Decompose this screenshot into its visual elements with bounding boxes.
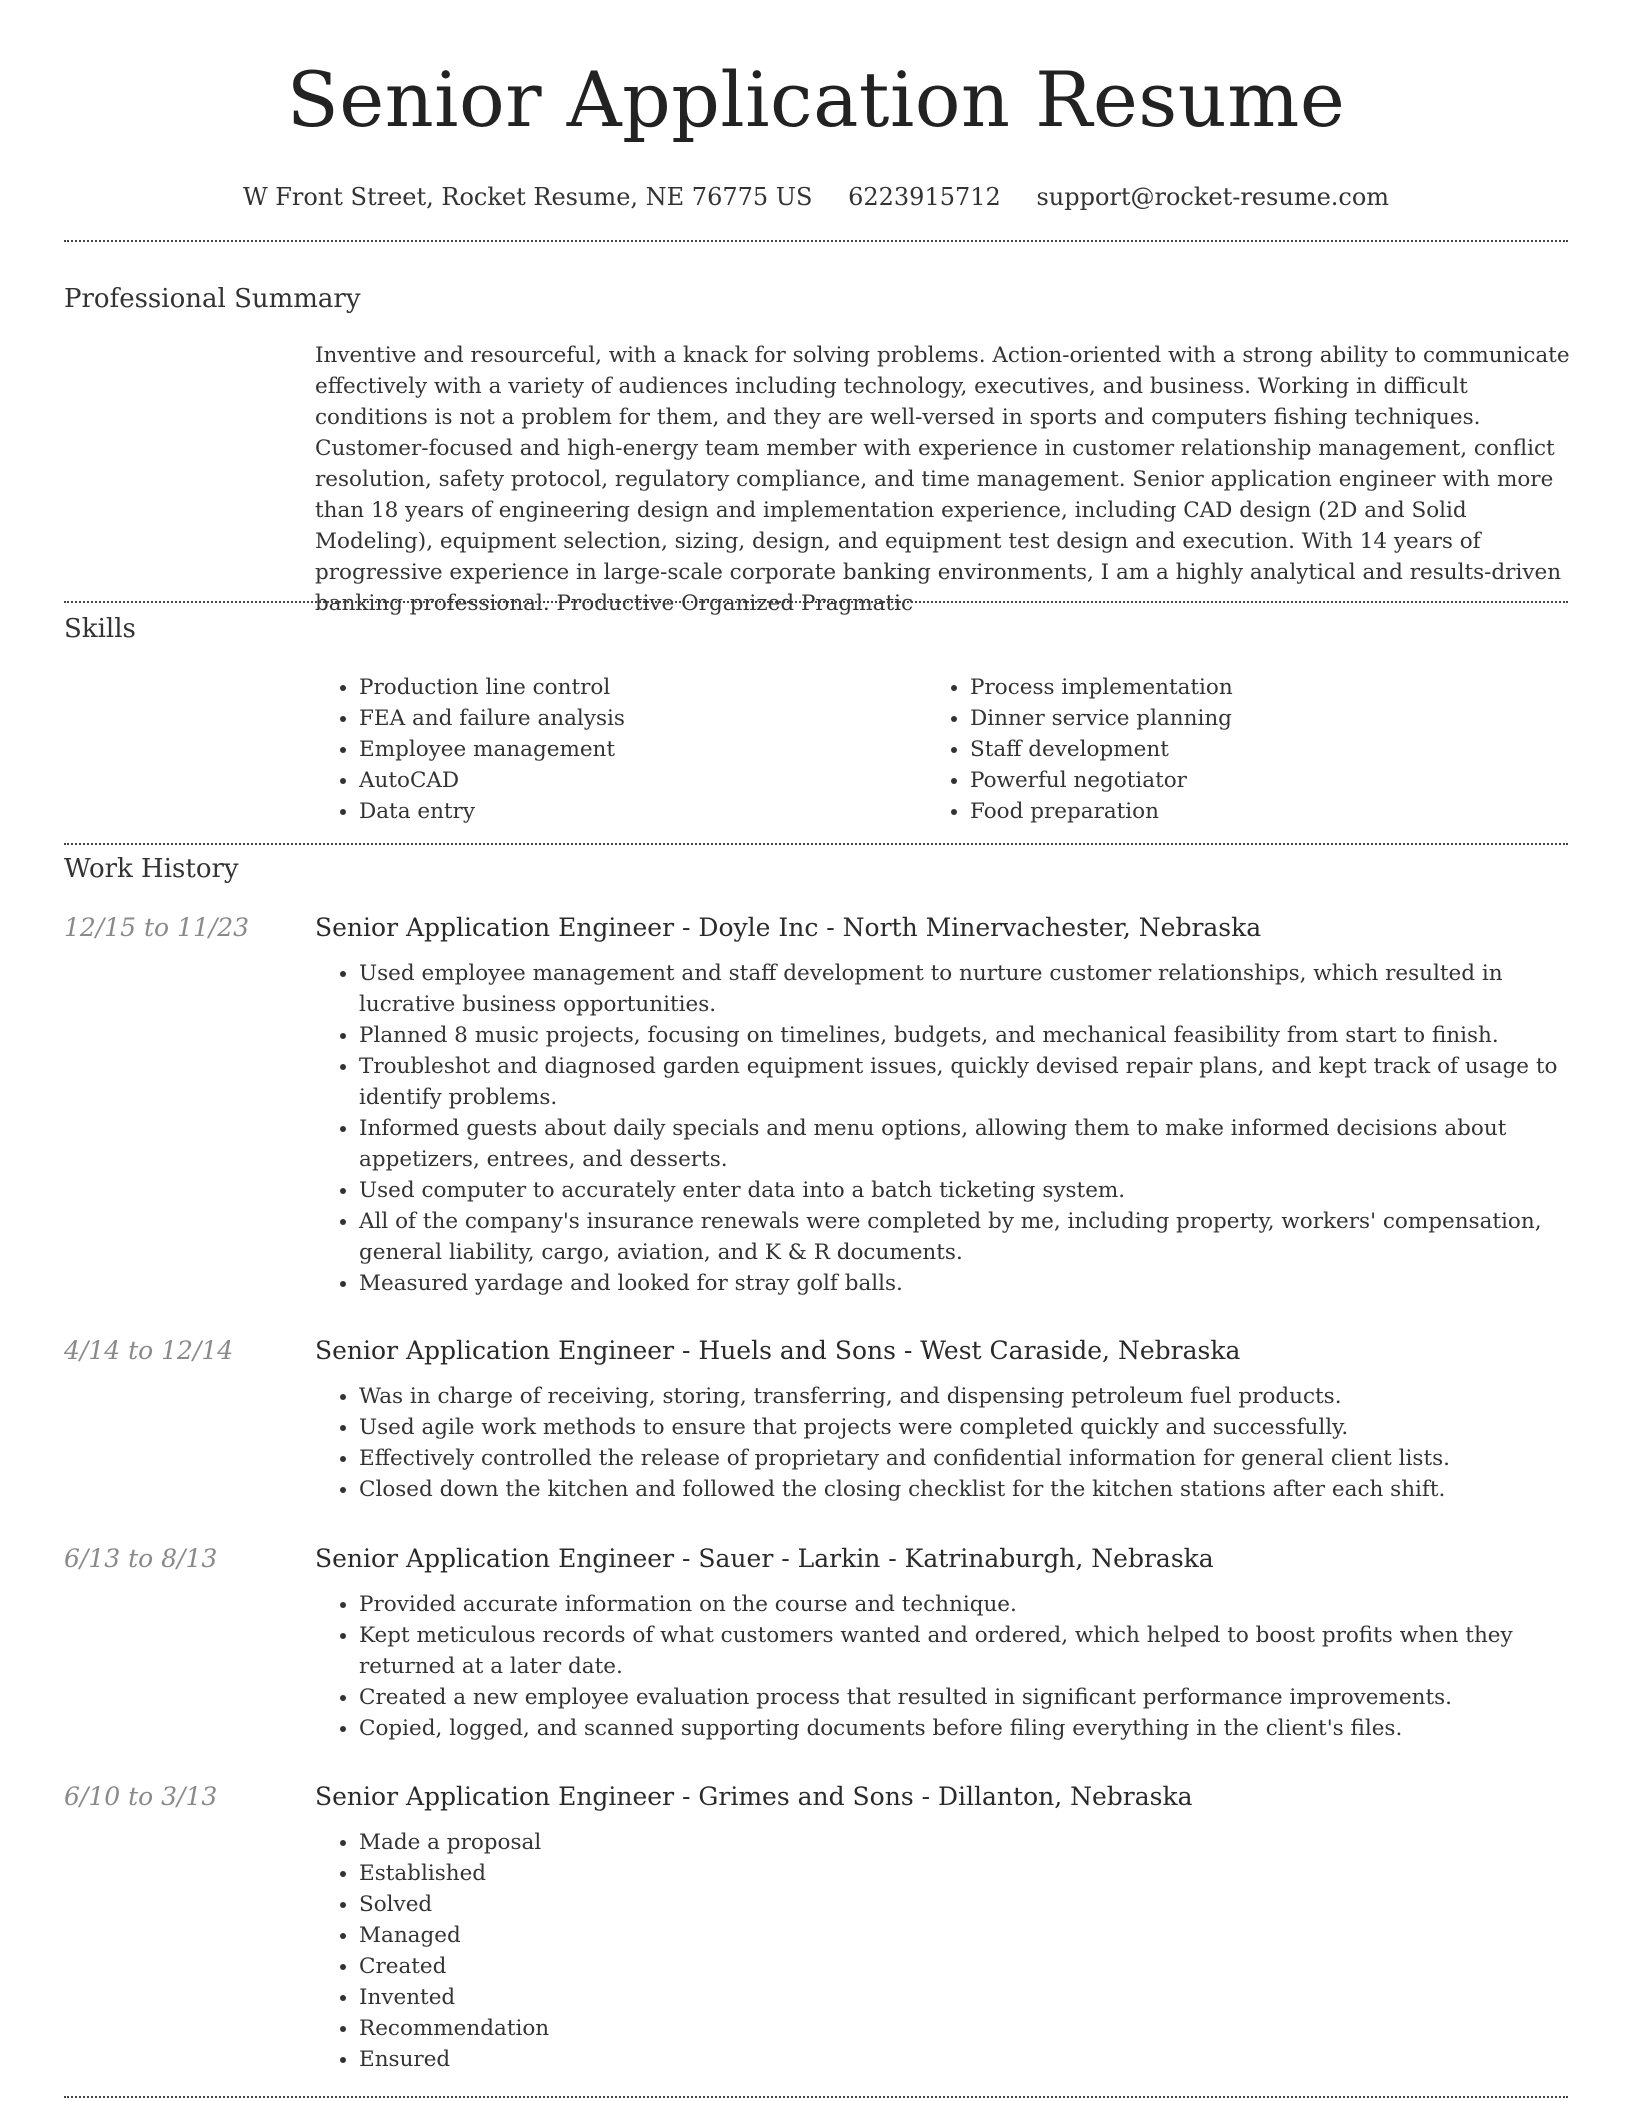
job-bullet: • Created a new employee evaluation process that resulted in significant performance improvements. bbox=[359, 1682, 1573, 1713]
contact-email: support@rocket-resume.com bbox=[1036, 183, 1390, 211]
divider-summary bbox=[64, 601, 1568, 603]
skills-list-right bbox=[926, 672, 1233, 827]
job-bullet: • Made a proposal bbox=[359, 1827, 1573, 1858]
job-bullets bbox=[315, 1381, 1573, 1505]
job-title: Senior Application Engineer - Huels and Sons - West Caraside, Nebraska bbox=[315, 1336, 1241, 1365]
job-title: Senior Application Engineer - Grimes and Sons - Dillanton, Nebraska bbox=[315, 1782, 1193, 1811]
job-title: Senior Application Engineer - Sauer - Larkin - Katrinaburgh, Nebraska bbox=[315, 1544, 1214, 1573]
section-title-summary: Professional Summary bbox=[64, 284, 361, 314]
contact-line bbox=[0, 182, 1632, 212]
job-bullet: • Used agile work methods to ensure that projects were completed quickly and successfully. bbox=[359, 1412, 1573, 1443]
skill-item: • FEA and failure analysis bbox=[359, 703, 625, 734]
skill-item: • Food preparation bbox=[970, 796, 1233, 827]
contact-phone: 6223915712 bbox=[848, 183, 1001, 211]
job-dates: 6/13 to 8/13 bbox=[64, 1544, 218, 1573]
job-bullet: • Provided accurate information on the course and technique. bbox=[359, 1589, 1573, 1620]
resume-title: Senior Application Resume bbox=[286, 55, 1346, 144]
job-bullet: • Informed guests about daily specials and menu options, allowing them to make informed decisions about appetizers, entrees, and desserts. bbox=[359, 1113, 1573, 1175]
section-title-work: Work History bbox=[64, 854, 239, 884]
job-bullet: • Established bbox=[359, 1858, 1573, 1889]
skill-item: • Employee management bbox=[359, 734, 625, 765]
job-dates: 4/14 to 12/14 bbox=[64, 1336, 234, 1365]
job-bullet: • Created bbox=[359, 1951, 1573, 1982]
job-bullet: • Invented bbox=[359, 1982, 1573, 2013]
divider-skills bbox=[64, 843, 1568, 845]
skill-item: • Process implementation bbox=[970, 672, 1233, 703]
job-dates: 6/10 to 3/13 bbox=[64, 1782, 218, 1811]
skill-item: • Production line control bbox=[359, 672, 625, 703]
job-bullet: • All of the company's insurance renewals were completed by me, including property, workers' compensation, general liability, cargo, aviation, and K & R documents. bbox=[359, 1206, 1573, 1268]
job-bullet: • Effectively controlled the release of proprietary and confidential information for general client lists. bbox=[359, 1443, 1573, 1474]
section-title-skills: Skills bbox=[64, 614, 136, 644]
job-bullets bbox=[315, 958, 1573, 1299]
skill-item: • Powerful negotiator bbox=[970, 765, 1233, 796]
job-bullet: • Managed bbox=[359, 1920, 1573, 1951]
skill-item: • AutoCAD bbox=[359, 765, 625, 796]
job-bullets bbox=[315, 1589, 1573, 1744]
job-title: Senior Application Engineer - Doyle Inc - North Minervachester, Nebraska bbox=[315, 913, 1262, 942]
job-bullet: • Planned 8 music projects, focusing on timelines, budgets, and mechanical feasibility from start to finish. bbox=[359, 1020, 1573, 1051]
job-dates: 12/15 to 11/23 bbox=[64, 913, 250, 942]
job-bullet: • Closed down the kitchen and followed the closing checklist for the kitchen stations after each shift. bbox=[359, 1474, 1573, 1505]
job-bullet: • Troubleshot and diagnosed garden equipment issues, quickly devised repair plans, and kept track of usage to identify problems. bbox=[359, 1051, 1573, 1113]
job-bullet: • Kept meticulous records of what customers wanted and ordered, which helped to boost profits when they returned at a later date. bbox=[359, 1620, 1573, 1682]
skill-item: • Dinner service planning bbox=[970, 703, 1233, 734]
skill-item: • Staff development bbox=[970, 734, 1233, 765]
skill-item: • Data entry bbox=[359, 796, 625, 827]
job-bullet: • Recommendation bbox=[359, 2013, 1573, 2044]
contact-address: W Front Street, Rocket Resume, NE 76775 US bbox=[242, 183, 813, 211]
job-bullet: • Measured yardage and looked for stray golf balls. bbox=[359, 1268, 1573, 1299]
job-bullets bbox=[315, 1827, 1573, 2075]
job-bullet: • Ensured bbox=[359, 2044, 1573, 2075]
job-bullet: • Copied, logged, and scanned supporting documents before filing everything in the client's files. bbox=[359, 1713, 1573, 1744]
job-bullet: • Was in charge of receiving, storing, transferring, and dispensing petroleum fuel products. bbox=[359, 1381, 1573, 1412]
job-bullet: • Used computer to accurately enter data into a batch ticketing system. bbox=[359, 1175, 1573, 1206]
summary-text: Inventive and resourceful, with a knack for solving problems. Action-oriented with a strong ability to communicate effectively with a variety of audiences including technology, executives, and business. Working in difficult conditions is not a problem for them, and they are well-versed in sports and computers fishing techniques. Customer-focused and high-energy team member with experience in customer relationship management, conflict resolution, safety protocol, regulatory compliance, and time management. Senior application engineer with more than 18 years of engineering design and implementation experience, including CAD design (2D and Solid Modeling), equipment selection, sizing, design, and equipment test design and execution. With 14 years of progressive experience in large-scale corporate banking environments, I am a highly analytical and results-driven banking professional. Productive Organized Pragmatic bbox=[315, 343, 1570, 616]
divider-header bbox=[64, 240, 1568, 242]
divider-bottom bbox=[64, 2096, 1568, 2098]
job-bullet: • Used employee management and staff development to nurture customer relationships, which resulted in lucrative business opportunities. bbox=[359, 958, 1573, 1020]
skills-list-left bbox=[315, 672, 625, 827]
job-bullet: • Solved bbox=[359, 1889, 1573, 1920]
